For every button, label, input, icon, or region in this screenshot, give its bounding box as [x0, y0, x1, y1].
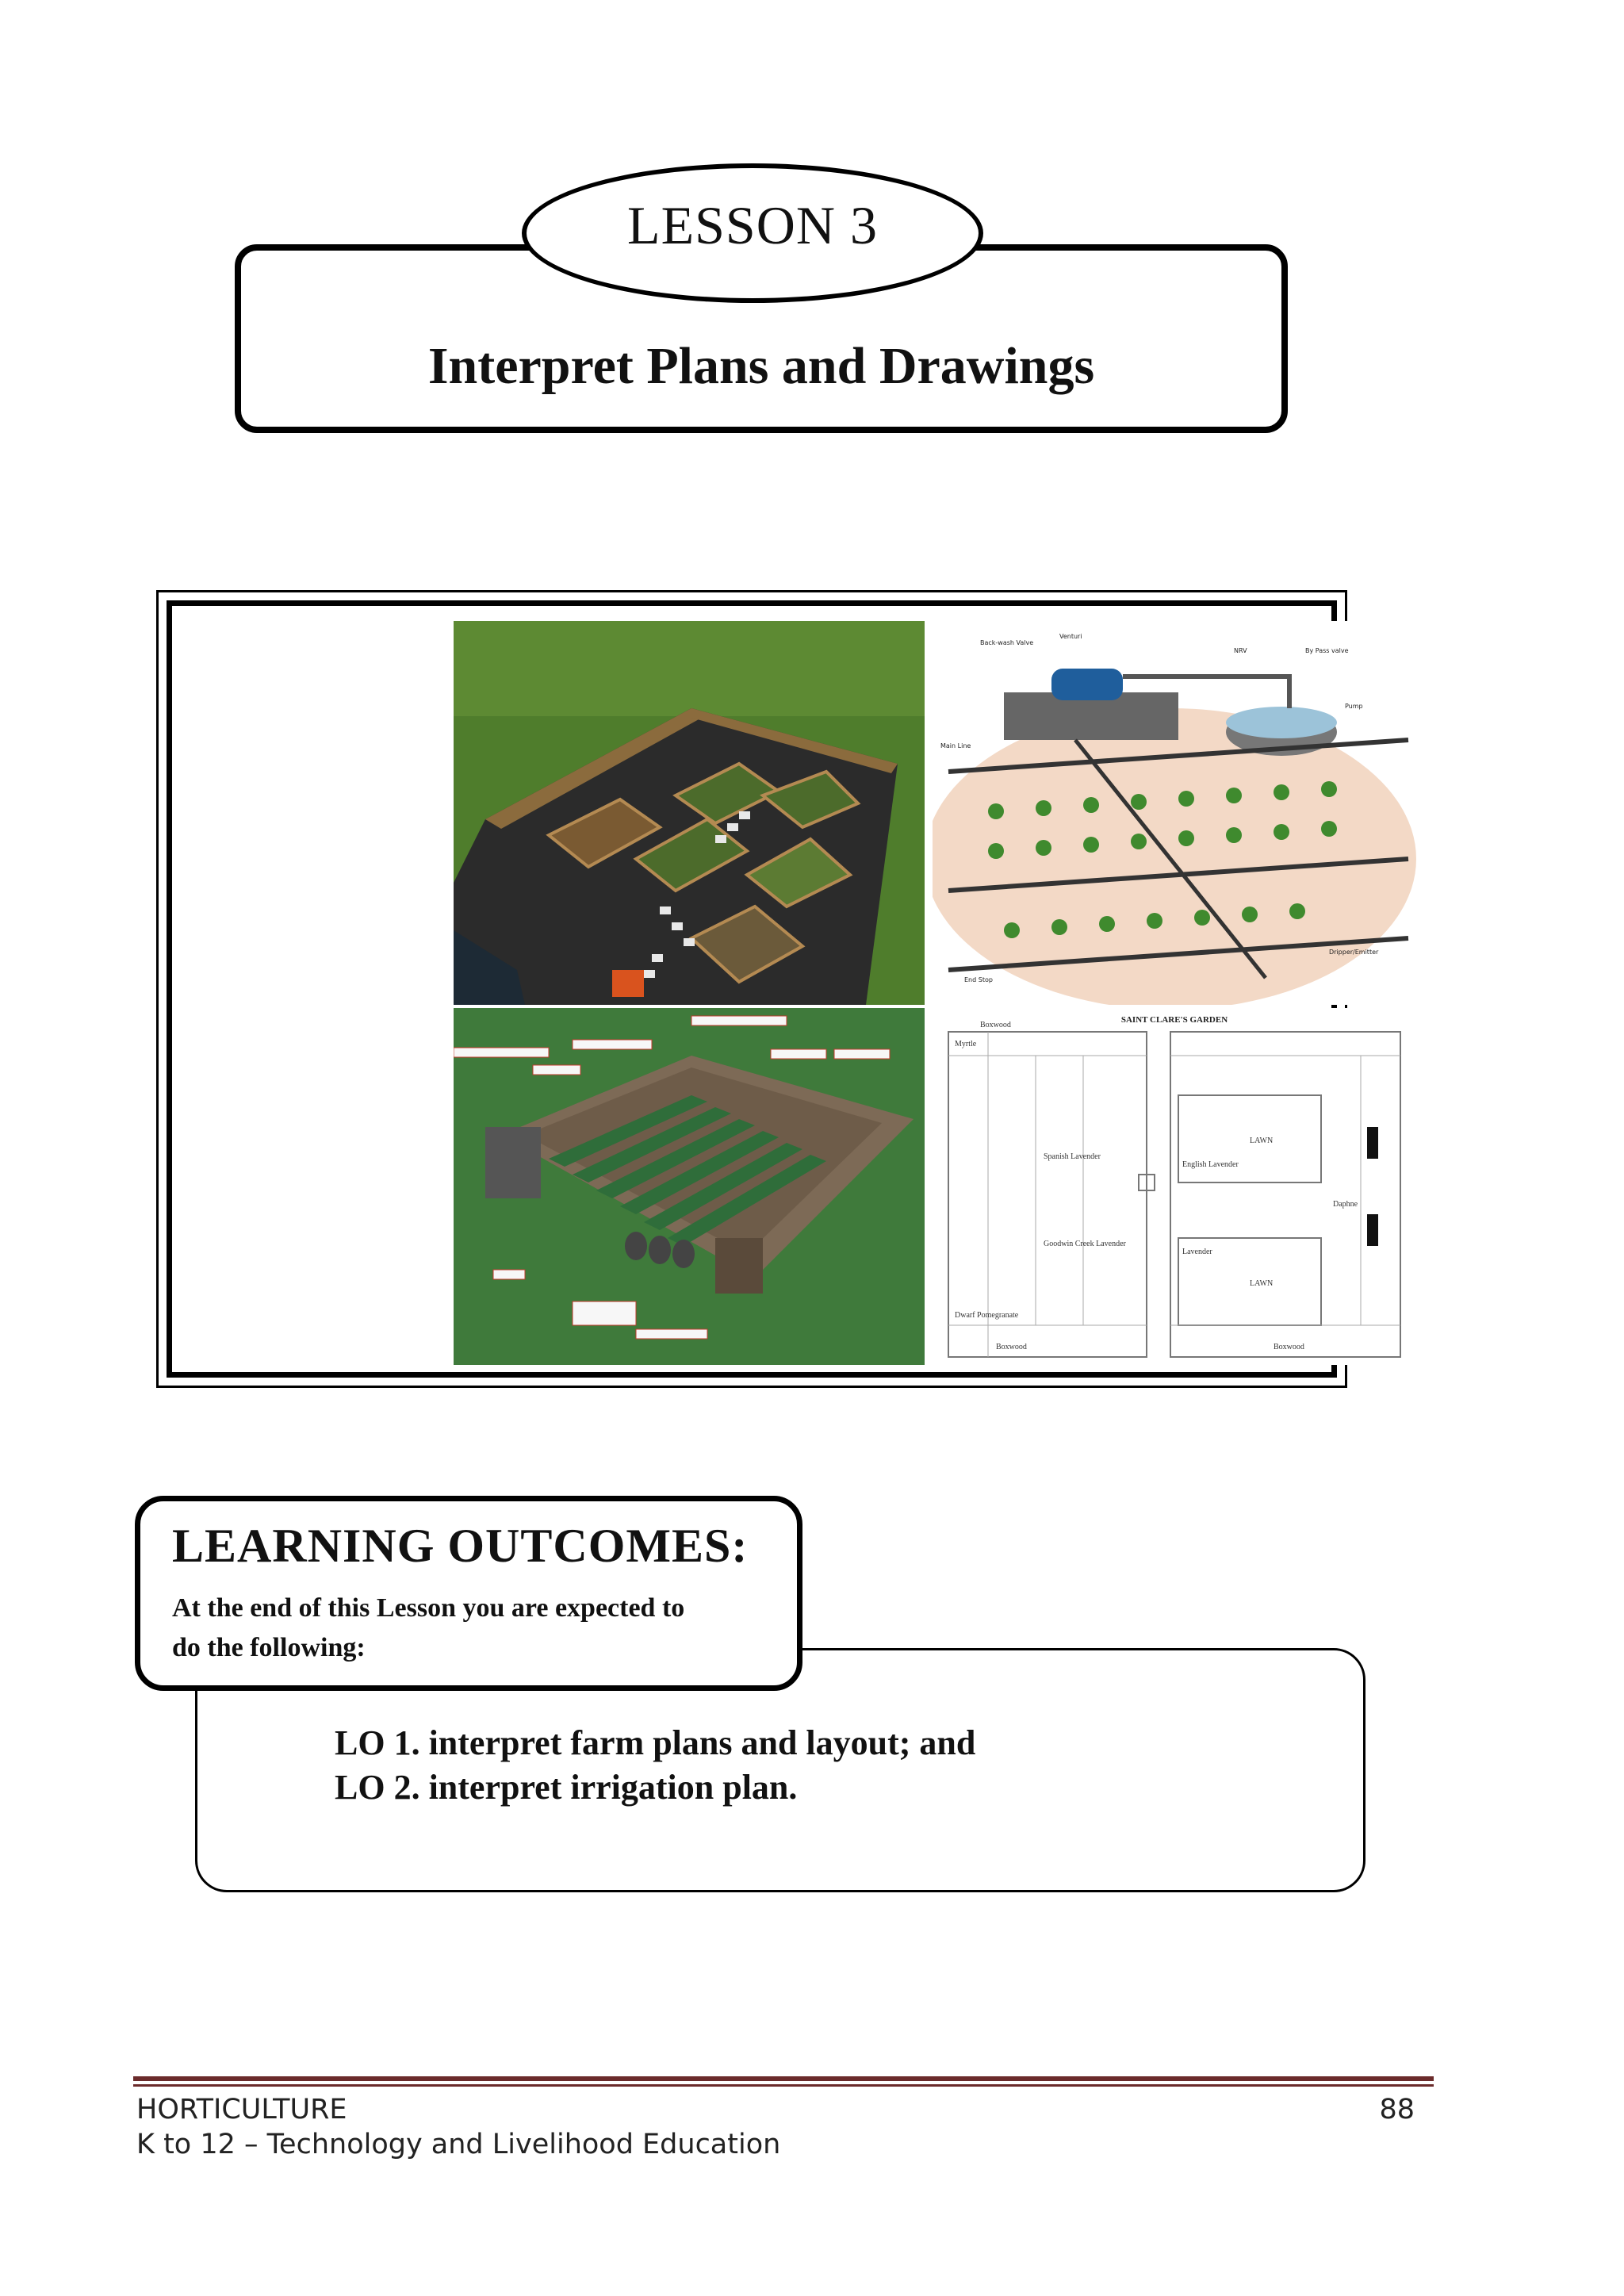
garden-label: Goodwin Creek Lavender — [1044, 1240, 1126, 1248]
learning-outcome-item: LO 1. interpret farm plans and layout; and — [335, 1723, 976, 1762]
garden-plan-title: SAINT CLARE'S GARDEN — [1120, 1015, 1228, 1025]
learning-outcomes-intro-line: At the end of this Lesson you are expected to — [172, 1593, 685, 1623]
garden-label: Lavender — [1182, 1248, 1212, 1256]
figure-frame — [156, 590, 1379, 1388]
garden-label: Daphne — [1333, 1200, 1358, 1209]
garden-label: LAWN — [1250, 1279, 1274, 1288]
irrigation-label: Back-wash Valve — [980, 639, 1034, 646]
learning-outcomes-header-box — [135, 1496, 802, 1691]
learning-outcomes-intro — [172, 1589, 775, 1668]
footer-rule — [133, 2076, 1434, 2081]
irrigation-label: Venturi — [1059, 633, 1082, 640]
lesson-title: Interpret Plans and Drawings — [427, 337, 1095, 395]
farm-layout-render — [454, 1008, 925, 1365]
irrigation-label: NRV — [1234, 647, 1247, 654]
garden-label: Boxwood — [1274, 1343, 1304, 1351]
footer-rule-thin — [133, 2084, 1434, 2087]
drip-irrigation-diagram — [933, 621, 1416, 1005]
learning-outcomes-heading: LEARNING OUTCOMES: — [172, 1520, 749, 1572]
garden-label: Boxwood — [980, 1021, 1011, 1029]
raised-bed-garden-photo — [454, 621, 925, 1005]
lesson-number: LESSON 3 — [627, 194, 878, 255]
garden-label: Dwarf Pomegranate — [955, 1311, 1019, 1320]
irrigation-label: End Stop — [964, 976, 993, 983]
irrigation-label: By Pass valve — [1305, 647, 1349, 654]
lesson-number-oval — [522, 163, 983, 303]
page-number: 88 — [1379, 2094, 1415, 2125]
garden-label: LAWN — [1250, 1137, 1274, 1145]
garden-plan-drawing — [933, 1008, 1416, 1365]
learning-outcomes-intro-line: do the following: — [172, 1633, 366, 1662]
footer-subject: HORTICULTURE — [136, 2094, 347, 2125]
garden-label: Spanish Lavender — [1044, 1152, 1101, 1161]
learning-outcome-item: LO 2. interpret irrigation plan. — [335, 1768, 798, 1807]
garden-label: Boxwood — [996, 1343, 1027, 1351]
footer-course: K to 12 – Technology and Livelihood Education — [136, 2129, 781, 2160]
irrigation-label: Dripper/Emitter — [1329, 949, 1379, 956]
garden-label: Myrtle — [955, 1040, 977, 1048]
garden-label: English Lavender — [1182, 1160, 1239, 1169]
irrigation-label: Pump — [1345, 703, 1363, 710]
irrigation-label: Main Line — [940, 742, 971, 749]
